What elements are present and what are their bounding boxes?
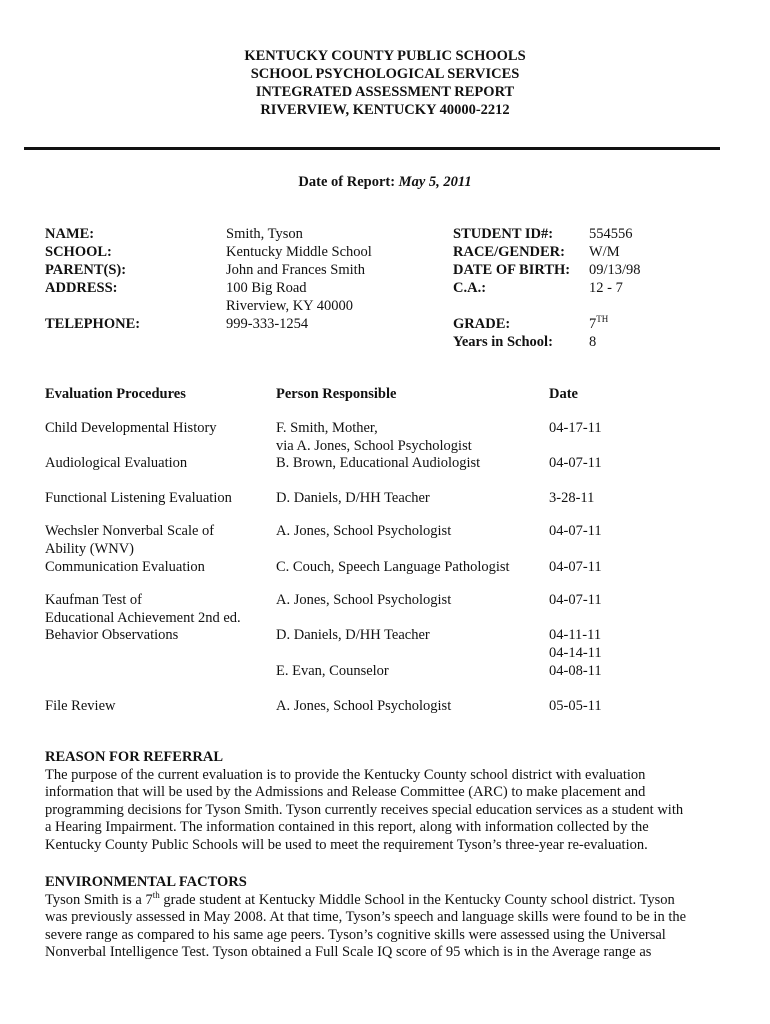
procedure-cell-date: 04-07-11 <box>549 592 602 608</box>
referral-line: The purpose of the current evaluation is to provide the Kentucky County school district with evaluation <box>45 766 646 783</box>
referral-line: Kentucky County Public Schools will be used to meet the requirement Tyson’s three-year re-evaluation. <box>45 836 648 853</box>
student-info-values <box>226 225 372 333</box>
student-name: Smith, Tyson <box>226 226 303 242</box>
environmental-heading: ENVIRONMENTAL FACTORS <box>45 874 247 890</box>
procedure-cell-procedure: File Review <box>45 698 116 714</box>
student-race-gender: W/M <box>589 244 620 260</box>
procedure-cell-date: 04-07-11 <box>549 523 602 539</box>
header-line-1: KENTUCKY COUNTY PUBLIC SCHOOLS <box>244 48 526 64</box>
referral-heading: REASON FOR REFERRAL <box>45 749 224 765</box>
header-line-2: SCHOOL PSYCHOLOGICAL SERVICES <box>250 66 520 82</box>
procedure-cell-date: 3-28-11 <box>549 490 595 506</box>
label-telephone: TELEPHONE: <box>45 316 141 332</box>
student-telephone: 999-333-1254 <box>226 316 309 332</box>
procedure-cell-person: A. Jones, School Psychologist <box>276 698 452 714</box>
procedure-cell-date: 05-05-11 <box>549 698 602 714</box>
label-school: SCHOOL: <box>45 244 112 260</box>
procedure-cell-person: F. Smith, Mother, <box>276 420 378 436</box>
student-years: 8 <box>589 334 597 350</box>
procedure-cell-procedure: Functional Listening Evaluation <box>45 490 232 506</box>
procedure-cell-person: A. Jones, School Psychologist <box>276 523 452 539</box>
header-divider <box>24 147 720 150</box>
referral-line: programming decisions for Tyson Smith. Tyson currently receives special education services as a student with <box>45 801 684 818</box>
label-ca: C.A.: <box>453 280 487 296</box>
referral-section <box>45 749 735 855</box>
student-info-right-labels <box>453 225 570 351</box>
label-name: NAME: <box>45 226 95 242</box>
label-address: ADDRESS: <box>45 280 118 296</box>
student-address-line2: Riverview, KY 40000 <box>226 298 353 314</box>
student-parents: John and Frances Smith <box>226 262 365 278</box>
procedure-cell-procedure: Educational Achievement 2nd ed. <box>45 609 241 626</box>
referral-line: information that will be used by the Admissions and Release Committee (ARC) to make placement and <box>45 784 646 801</box>
procedure-cell-procedure: Kaufman Test of <box>45 592 142 608</box>
report-date-value: May 5, 2011 <box>398 174 472 190</box>
environmental-line: Nonverbal Intelligence Test. Tyson obtained a Full Scale IQ score of 95 which is in the Average range as <box>45 944 652 961</box>
environmental-section <box>45 874 735 962</box>
referral-line: a Hearing Impairment. The information contained in this report, along with information collected by the <box>45 819 649 836</box>
procedure-cell-procedure: Behavior Observations <box>45 627 179 643</box>
procedure-cell-date: 04-08-11 <box>549 663 602 679</box>
procedure-cell-date: 04-11-11 <box>549 627 602 643</box>
student-school: Kentucky Middle School <box>226 244 372 260</box>
header-line-3: INTEGRATED ASSESSMENT REPORT <box>255 84 515 100</box>
procedure-cell-date: 04-07-11 <box>549 559 602 575</box>
label-parents: PARENT(S): <box>45 262 127 278</box>
environmental-line: was previously assessed in May 2008. At that time, Tyson’s speech and language skills were found to be in the <box>45 909 687 926</box>
report-date <box>0 174 770 191</box>
procedure-cell-date: 04-17-11 <box>549 420 602 436</box>
label-grade: GRADE: <box>453 316 511 332</box>
col-header-date: Date <box>549 386 578 402</box>
procedure-cell-procedure: Child Developmental History <box>45 420 217 436</box>
header-line-4: RIVERVIEW, KENTUCKY 40000-2212 <box>260 102 510 118</box>
student-info-labels <box>45 225 140 333</box>
procedure-cell-person: A. Jones, School Psychologist <box>276 592 452 608</box>
environmental-line: severe range as compared to his same age peers. Tyson’s cognitive skills were assessed using the Universal <box>45 926 666 943</box>
student-dob: 09/13/98 <box>589 262 641 278</box>
environmental-line: Tyson Smith is a 7th grade student at Kentucky Middle School in the Kentucky County school district. Tyson <box>45 889 675 908</box>
label-years: Years in School: <box>453 334 553 350</box>
procedure-cell-person: E. Evan, Counselor <box>276 663 389 679</box>
report-header <box>0 47 770 119</box>
student-id: 554556 <box>589 226 633 242</box>
procedure-cell-date: 04-07-11 <box>549 455 602 471</box>
report-date-label: Date of Report: <box>298 174 396 190</box>
label-dob: DATE OF BIRTH: <box>453 262 571 278</box>
procedure-cell-person: D. Daniels, D/HH Teacher <box>276 627 430 643</box>
procedure-cell-person: via A. Jones, School Psychologist <box>276 437 472 454</box>
student-ca: 12 - 7 <box>589 280 623 296</box>
student-address-line1: 100 Big Road <box>226 280 307 296</box>
label-race-gender: RACE/GENDER: <box>453 244 565 260</box>
procedure-cell-person: D. Daniels, D/HH Teacher <box>276 490 430 506</box>
col-header-procedure: Evaluation Procedures <box>45 386 186 402</box>
procedure-cell-procedure: Audiological Evaluation <box>45 455 188 471</box>
col-header-person: Person Responsible <box>276 386 397 402</box>
procedure-cell-procedure: Ability (WNV) <box>45 540 134 557</box>
student-grade: 7TH <box>589 314 609 332</box>
procedure-cell-date: 04-14-11 <box>549 644 602 661</box>
procedure-cell-person: C. Couch, Speech Language Pathologist <box>276 559 510 575</box>
procedure-cell-person: B. Brown, Educational Audiologist <box>276 455 481 471</box>
procedure-cell-procedure: Communication Evaluation <box>45 559 205 575</box>
student-info-right-values <box>589 225 641 351</box>
label-student-id: STUDENT ID#: <box>453 226 554 242</box>
procedure-cell-procedure: Wechsler Nonverbal Scale of <box>45 523 215 539</box>
